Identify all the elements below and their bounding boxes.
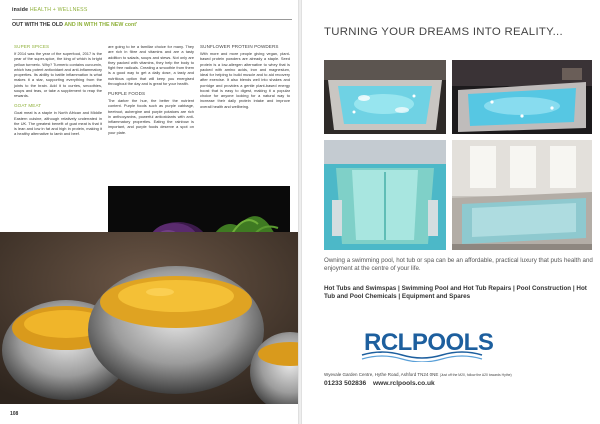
body-super-spices: If 2014 was the year of the superfood, 2017 is the year of the super-spice, the king of which is bright yellow turmeric. Why? Turmeric contains curcumin, which has potent antioxidant and anti-inflammatory properties. Its ability to battle inflammation is what makes it a star, supporting everything from the joints to the brain. Add it to curries, smoothies, soups and teas, or take a supplement to reap the rewards. bbox=[14, 51, 102, 98]
advert-services: Hot Tubs and Swimspas | Swimming Pool and Hot Tub Repairs | Pool Construction | Hot Tub and Pool Chemicals | Equipment and Spares bbox=[324, 285, 587, 301]
magazine-tag bbox=[12, 7, 88, 13]
magazine-section: HEALTH + WELLNESS bbox=[29, 7, 88, 13]
indoor-pool-photo bbox=[452, 140, 592, 250]
advert-intro: Owning a swimming pool, hot tub or spa can be an affordable, practical luxury that puts health and enjoyment at the centre of your life. bbox=[324, 257, 593, 272]
header-divider bbox=[12, 19, 292, 20]
heading-super-spices: SUPER SPICES bbox=[14, 44, 50, 49]
turmeric-bowls-photo bbox=[0, 232, 298, 404]
article-column-3 bbox=[200, 44, 290, 114]
address-note: (Just off the M20, follow the A20 towards Hythe) bbox=[439, 373, 512, 377]
strap-highlight: AND IN WITH THE NEW bbox=[64, 22, 124, 28]
advert-headline: TURNING YOUR DREAMS INTO REALITY... bbox=[324, 26, 563, 38]
phone-number[interactable]: 01233 502836 bbox=[324, 380, 367, 387]
body-goat-meat: Goat meat is a staple in North African and Middle Eastern cuisine, although relatively underrated in the UK. The greatest benefit of goat meat is that it is lean and low in fat and high in protein, making it a healthy alternative to lamb and beef. bbox=[14, 110, 102, 137]
svg-text:RCLPOOLS: RCLPOOLS bbox=[364, 329, 494, 356]
hot-tub-photo-1 bbox=[324, 60, 446, 134]
hot-tub-illustration-1 bbox=[324, 60, 446, 134]
body-purple-foods: The darker the hue, the better the nutrient content. Purple foods such as purple cabbage, beetroot, aubergine and purple potatoes are rich in anthocyanins, powerful antioxidants with anti-inflammatory properties. Eating the rainbow is important, and purple foods deserve a spot on your plate. bbox=[108, 98, 194, 135]
section-strap bbox=[12, 22, 137, 28]
right-page-advert bbox=[302, 0, 600, 424]
magazine-name: inside bbox=[12, 7, 29, 13]
strap-suffix: cont' bbox=[124, 22, 138, 28]
website-link[interactable]: www.rclpools.co.uk bbox=[373, 380, 435, 387]
advert-address bbox=[324, 372, 512, 377]
strap-prefix: OUT WITH THE OLD bbox=[12, 22, 63, 28]
heading-goat-meat: GOAT MEAT bbox=[14, 103, 42, 109]
turmeric-bowls-illustration bbox=[0, 232, 298, 404]
address-text: Wyevale Garden Centre, Hythe Road, Ashford TN24 0NE bbox=[324, 372, 439, 377]
advert-contact bbox=[324, 380, 435, 387]
swim-spa-illustration bbox=[324, 140, 446, 250]
swim-spa-photo bbox=[324, 140, 446, 250]
heading-purple-foods: PURPLE FOODS bbox=[108, 91, 146, 96]
article-column-2 bbox=[108, 44, 194, 140]
rcl-pools-logo-mark bbox=[354, 322, 504, 362]
body-continued: are going to be a familiar choice for many. They are rich in fibre and vitamins and are a tasty addition to salads, soups and stews. Not only are they packed with vitamins, they help the body to fight free radicals. Creating a smoothie from them is a good way to get a daily dose, a tasty and nutritious option that will keep you energised throughout the day and is great for your health. bbox=[108, 44, 194, 86]
hot-tub-illustration-2 bbox=[452, 60, 592, 134]
body-sunflower-protein: With more and more people giving vegan, plant-based protein powders are already a staple. Seed protein is a low-allergen alternative to whey that is packed with amino acids, iron and magnesium, ideal for helping to build muscle and to aid recovery after exercise. It also blends well into shakes and porridge and provides a gentle plant-based energy boost that is easy to digest, making it a popular choice for anyone looking for a natural way to increase their daily protein intake and improve overall health and wellbeing. bbox=[200, 51, 290, 109]
hot-tub-photo-2 bbox=[452, 60, 592, 134]
article-column-1 bbox=[14, 44, 102, 142]
indoor-pool-illustration bbox=[452, 140, 592, 250]
heading-sunflower-protein: SUNFLOWER PROTEIN POWDERS bbox=[200, 44, 279, 49]
left-page bbox=[0, 0, 298, 424]
page-number: 108 bbox=[10, 411, 19, 417]
rcl-pools-logo bbox=[354, 322, 504, 362]
